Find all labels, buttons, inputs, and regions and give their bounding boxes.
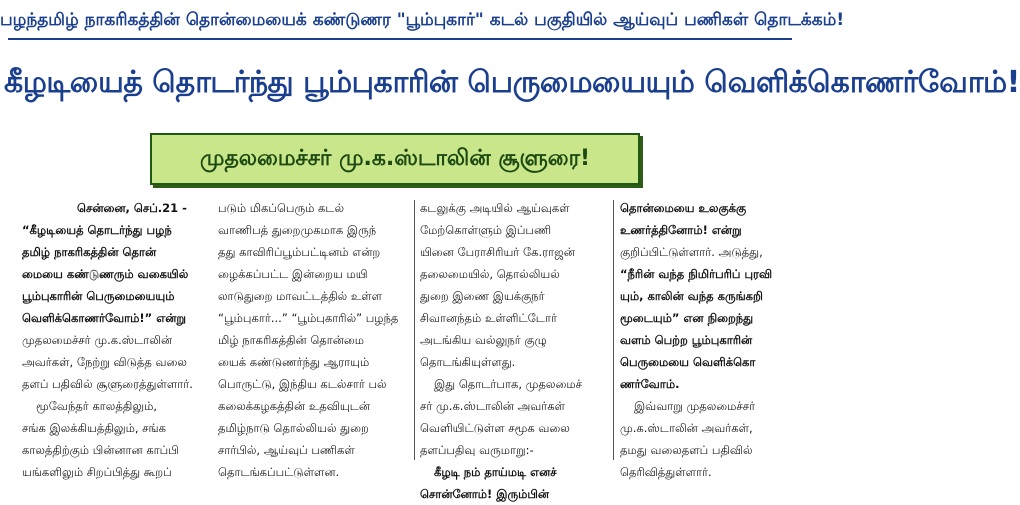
body-line: இது தொடர்பாக, முதலமைச்: [434, 377, 582, 391]
kicker-line: பழந்தமிழ் நாகரிகத்தின் தொன்மையைக் கண்டுணர "பூம்புகார்" கடல் பகுதியில் ஆய்வுப் பணிகள் தொடக்கம்!: [0, 0, 800, 40]
article-column-2: [218, 197, 410, 479]
body-line: தளப் பதிவில் சூளுரைத்துள்ளார்.: [22, 377, 193, 391]
quote-line: பூம்புகாரின் பெருமையையும்: [22, 289, 175, 303]
column-divider: [414, 200, 415, 460]
quote-line: யும், காலின் வந்த கருங்கறி: [620, 289, 763, 303]
body-line: தொடங்கியுள்ளது.: [420, 355, 516, 369]
article-column-4: [620, 197, 788, 479]
body-line: மு.க.ஸ்டாலின் அவர்கள்,: [620, 421, 753, 435]
quote-line: சொன்னோம்! இரும்பின்: [420, 487, 550, 501]
body-line: மூவேந்தர் காலத்திலும்,: [36, 399, 158, 413]
dateline: சென்னை, செப்.21 -: [77, 201, 187, 215]
body-line: காலத்திற்கும் பின்னான காப்பி: [22, 443, 179, 457]
body-line: மேற்கொள்ளும் இப்பணி: [420, 223, 552, 237]
body-line: கலைக்கழகத்தின் உதவியுடன்: [218, 399, 370, 413]
body-line: இவ்வாறு முதலமைச்சர்: [634, 399, 756, 413]
article-column-1: [22, 197, 212, 479]
body-line: சார்பில், ஆய்வுப் பணிகள்: [218, 443, 355, 457]
quote-line: ணர்வோம்.: [620, 377, 680, 391]
quote-line: மையை கண்டுணரும் வகையில்: [22, 267, 189, 281]
body-line: யினை பேராசிரியர் கே.ராஜன்: [420, 245, 575, 259]
body-line: கடலுக்கு அடியில் ஆய்வுகள்: [420, 201, 570, 215]
quote-line: “நீரின் வந்த நிமிர்பரிப் புரவி: [620, 267, 773, 281]
column-divider: [613, 200, 614, 460]
quote-line: உணர்த்தினோம்! என்று: [620, 223, 742, 237]
main-headline: கீழடியைத் தொடர்ந்து பூம்புகாரின் பெருமையையும் வெளிக்கொணர்வோம்!: [4, 65, 1020, 100]
body-line: வெளியிட்டுள்ள சமூக வலை: [420, 421, 570, 435]
quote-line: “கீழடியைத் தொடர்ந்து பழந்: [22, 223, 172, 237]
subhead: முதலமைச்சர் மு.க.ஸ்டாலின் சூளுரை!: [200, 146, 590, 171]
body-line: யைக் கண்டுணர்ந்து ஆராயும்: [218, 355, 370, 369]
body-line: துறை இணை இயக்குநர்: [420, 289, 545, 303]
kicker-divider: [8, 38, 792, 40]
body-line: மிழ் நாகரிகத்தின் தொன்மை: [218, 333, 365, 347]
body-line: ழைக்கப்பட்ட இன்றைய மயி: [218, 267, 368, 281]
body-line: படும் மிகப்பெரும் கடல்: [218, 201, 345, 215]
body-line: தெரிவித்துள்ளார்.: [620, 465, 712, 479]
body-line: லாடுதுறை மாவட்டத்தில் உள்ள: [218, 289, 383, 303]
quote-line: மூடையும்” என நிறைந்து: [620, 311, 754, 325]
quote-line: கீழடி நம் தாய்மடி எனச்: [434, 465, 557, 479]
body-line: சங்க இலக்கியத்திலும், சங்க: [22, 421, 166, 435]
body-line: தளப்பதிவு வருமாறு:-: [420, 443, 534, 457]
body-line: தலைமையில், தொல்லியல்: [420, 267, 560, 281]
body-line: தமிழ்நாடு தொல்லியல் துறை: [218, 421, 369, 435]
body-line: பொருட்டு, இந்திய கடல்சார் பல்: [218, 377, 387, 391]
body-line: தது காவிரிப்பூம்பட்டினம் என்ற: [218, 245, 381, 259]
quote-line: தமிழ் நாகரிகத்தின் தொன்: [22, 245, 157, 259]
quote-line: வெளிக்கொணர்வோம்!” என்று: [22, 311, 186, 325]
body-line: அடங்கிய வல்லுநர் குழு: [420, 333, 547, 347]
body-line: சர் மு.க.ஸ்டாலின் அவர்கள்: [420, 399, 566, 413]
body-line: யங்களிலும் சிறப்பித்து கூறப்: [22, 465, 172, 479]
body-line: தமது வலைதளப் பதிவில்: [620, 443, 753, 457]
body-line: குறிப்பிட்டுள்ளார். அடுத்து,: [620, 245, 763, 259]
quote-line: பெருமையை வெளிக்கொ: [620, 355, 756, 369]
quote-line: வளம் பெற்ற பூம்புகாரின்: [620, 333, 753, 347]
body-line: சிவானந்தம் உள்ளிட்டோர்: [420, 311, 557, 325]
body-line: முதலமைச்சர் மு.க.ஸ்டாலின்: [22, 333, 173, 347]
body-line: வாணிபத் துறைமுகமாக இருந்: [218, 223, 377, 237]
body-line: தொடங்கப்பட்டுள்ளன.: [218, 465, 340, 479]
body-line: “பூம்புகார்...” “பூம்புகாரில்” பழந்த: [218, 311, 399, 325]
body-line: அவர்கள், நேற்று விடுத்த வலை: [22, 355, 187, 369]
quote-line: தொன்மையை உலகுக்கு: [620, 201, 747, 215]
subhead-box: [150, 133, 640, 185]
article-column-3: [420, 197, 608, 501]
